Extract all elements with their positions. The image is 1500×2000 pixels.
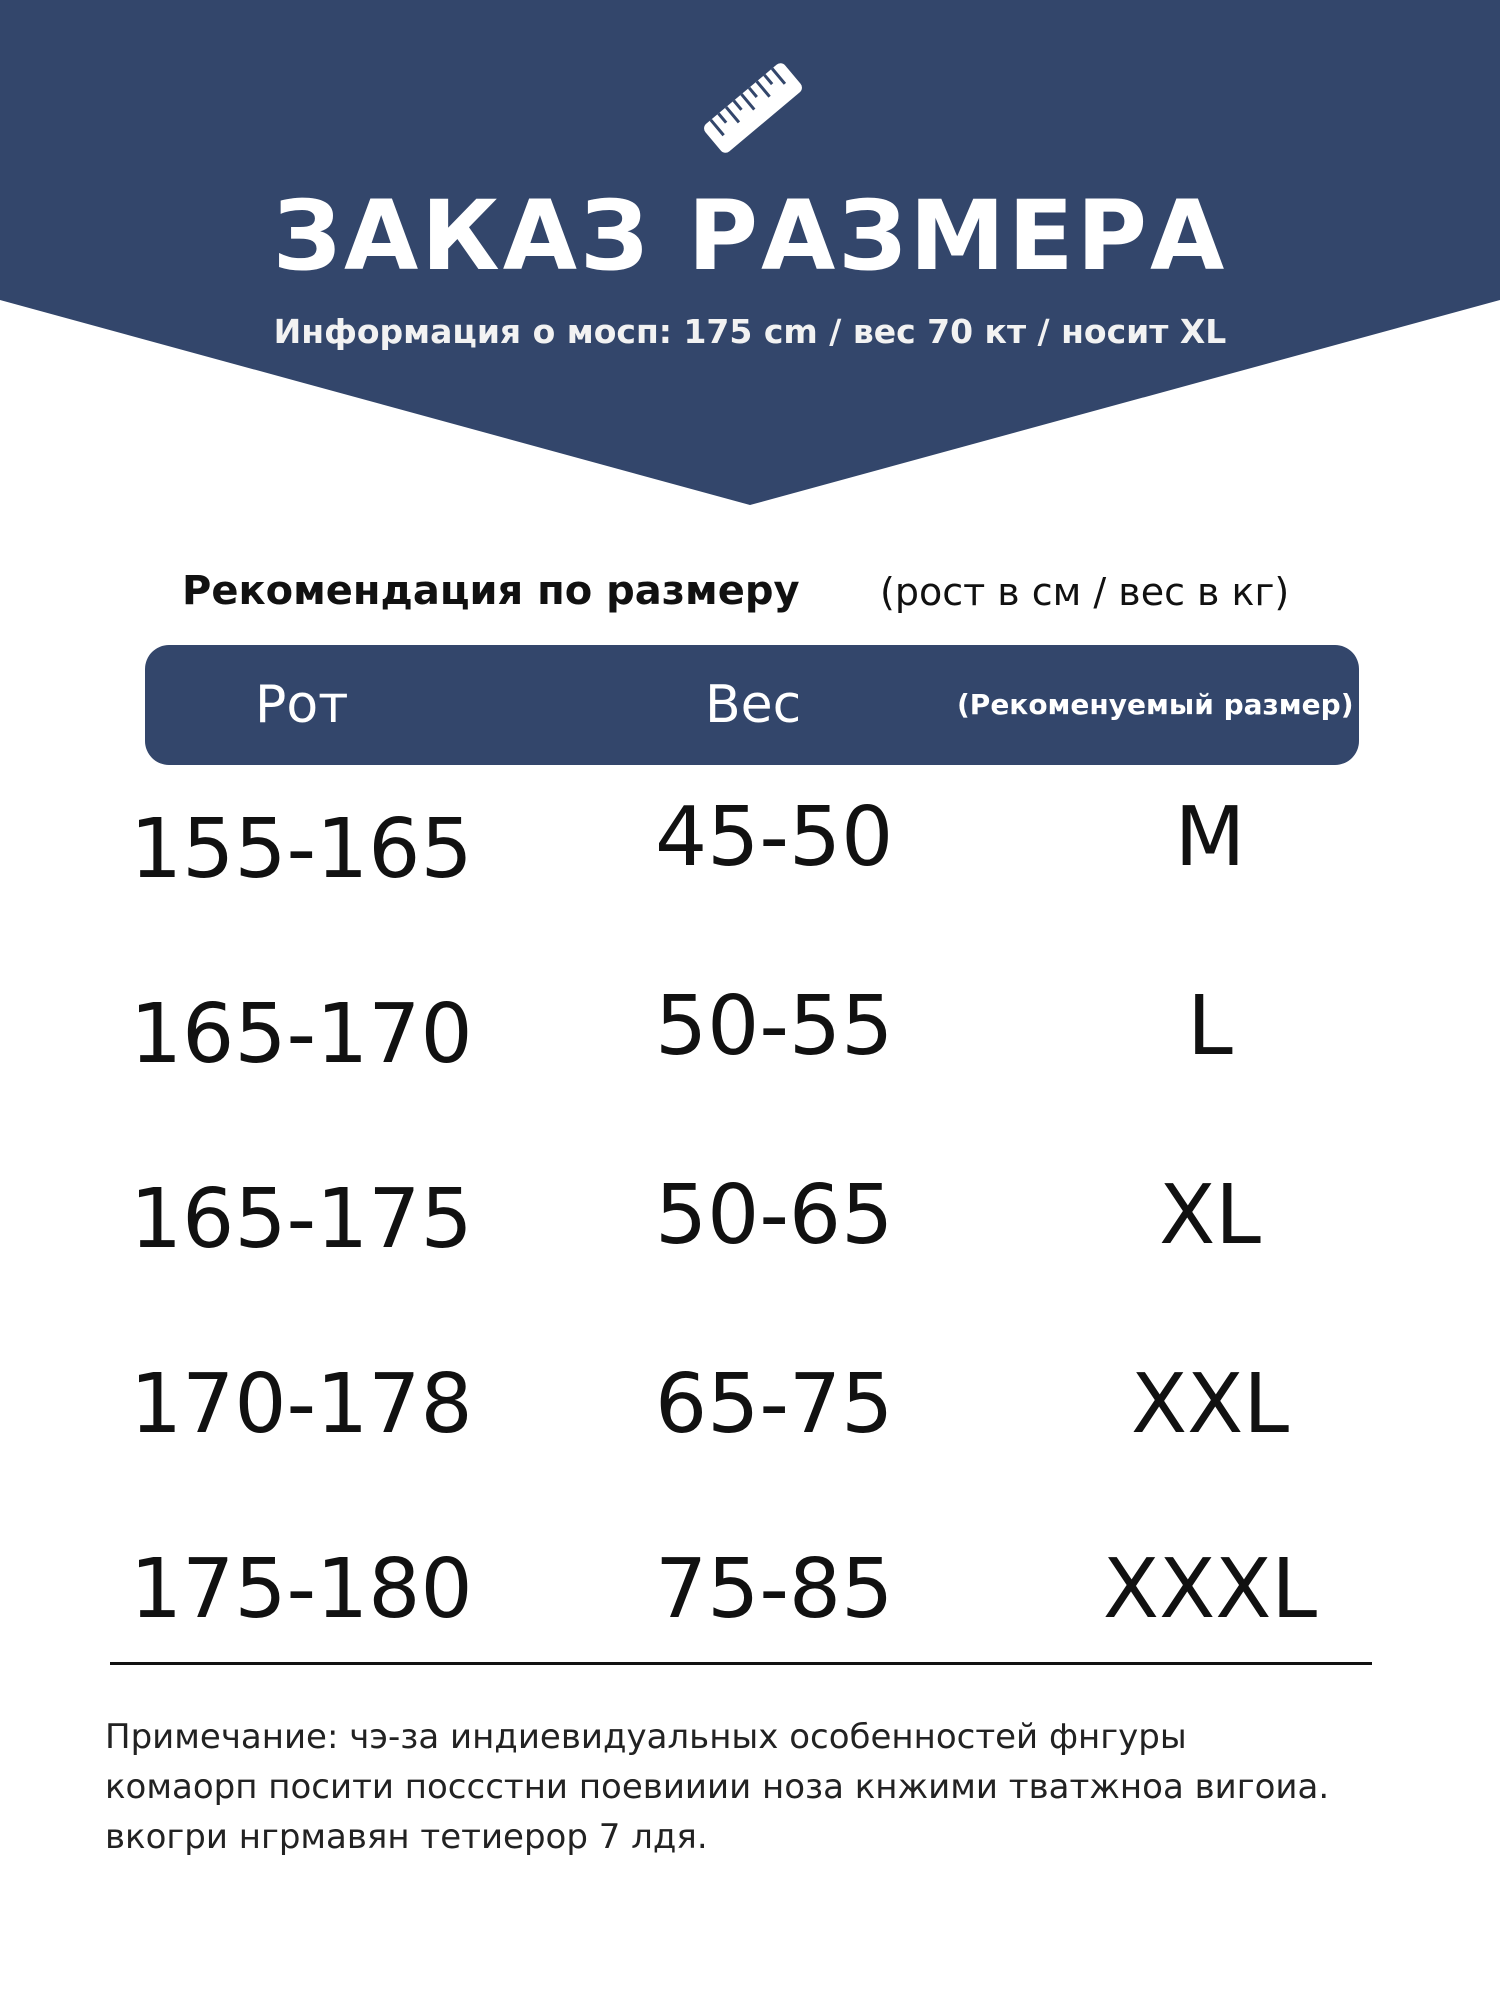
table-row [0,1150,1500,1335]
table-row [0,780,1500,965]
cell-size: XL [1159,1168,1261,1263]
recommendation-heading: Рекомендация по размеру [182,568,800,614]
cell-height: 165-175 [130,1172,473,1267]
cell-size: M [1174,790,1246,885]
cell-height: 155-165 [130,802,473,897]
cell-size: XXL [1130,1357,1290,1452]
cell-weight: 65-75 [655,1357,894,1452]
cell-height: 165-170 [130,987,473,1082]
note-line: вкогри нгрмавян тетиерор 7 лдя. [105,1817,708,1857]
table-row [0,965,1500,1150]
model-info: Информация о мосп: 175 cm / вес 70 кт / носит XL [273,312,1227,351]
cell-weight: 50-55 [655,979,894,1074]
divider [110,1662,1372,1665]
table-header [145,645,1359,765]
cell-weight: 45-50 [655,790,894,885]
note [105,1712,1425,1862]
cell-size: L [1187,979,1233,1074]
page-title: ЗАКАЗ РАЗМЕРА [272,180,1228,292]
recommendation-units: (рост в см / вес в кг) [880,570,1290,614]
header-height: Рот [255,675,349,735]
cell-size: XXXL [1102,1542,1318,1637]
note-line: комаорп посити поссстни поевииии ноза кнжими тватжноа вигоиа. [105,1767,1330,1807]
header-size: (Рекоменуемый размер) [957,688,1354,721]
ruler-icon [693,48,813,168]
cell-height: 170-178 [130,1357,473,1452]
note-line: Примечание: чэ-за индиевидуальных особенностей фнгуры [105,1717,1187,1757]
cell-weight: 75-85 [655,1542,894,1637]
table-row [0,1520,1500,1705]
header-weight: Вес [705,675,802,735]
cell-weight: 50-65 [655,1168,894,1263]
table-row [0,1335,1500,1520]
cell-height: 175-180 [130,1542,473,1637]
